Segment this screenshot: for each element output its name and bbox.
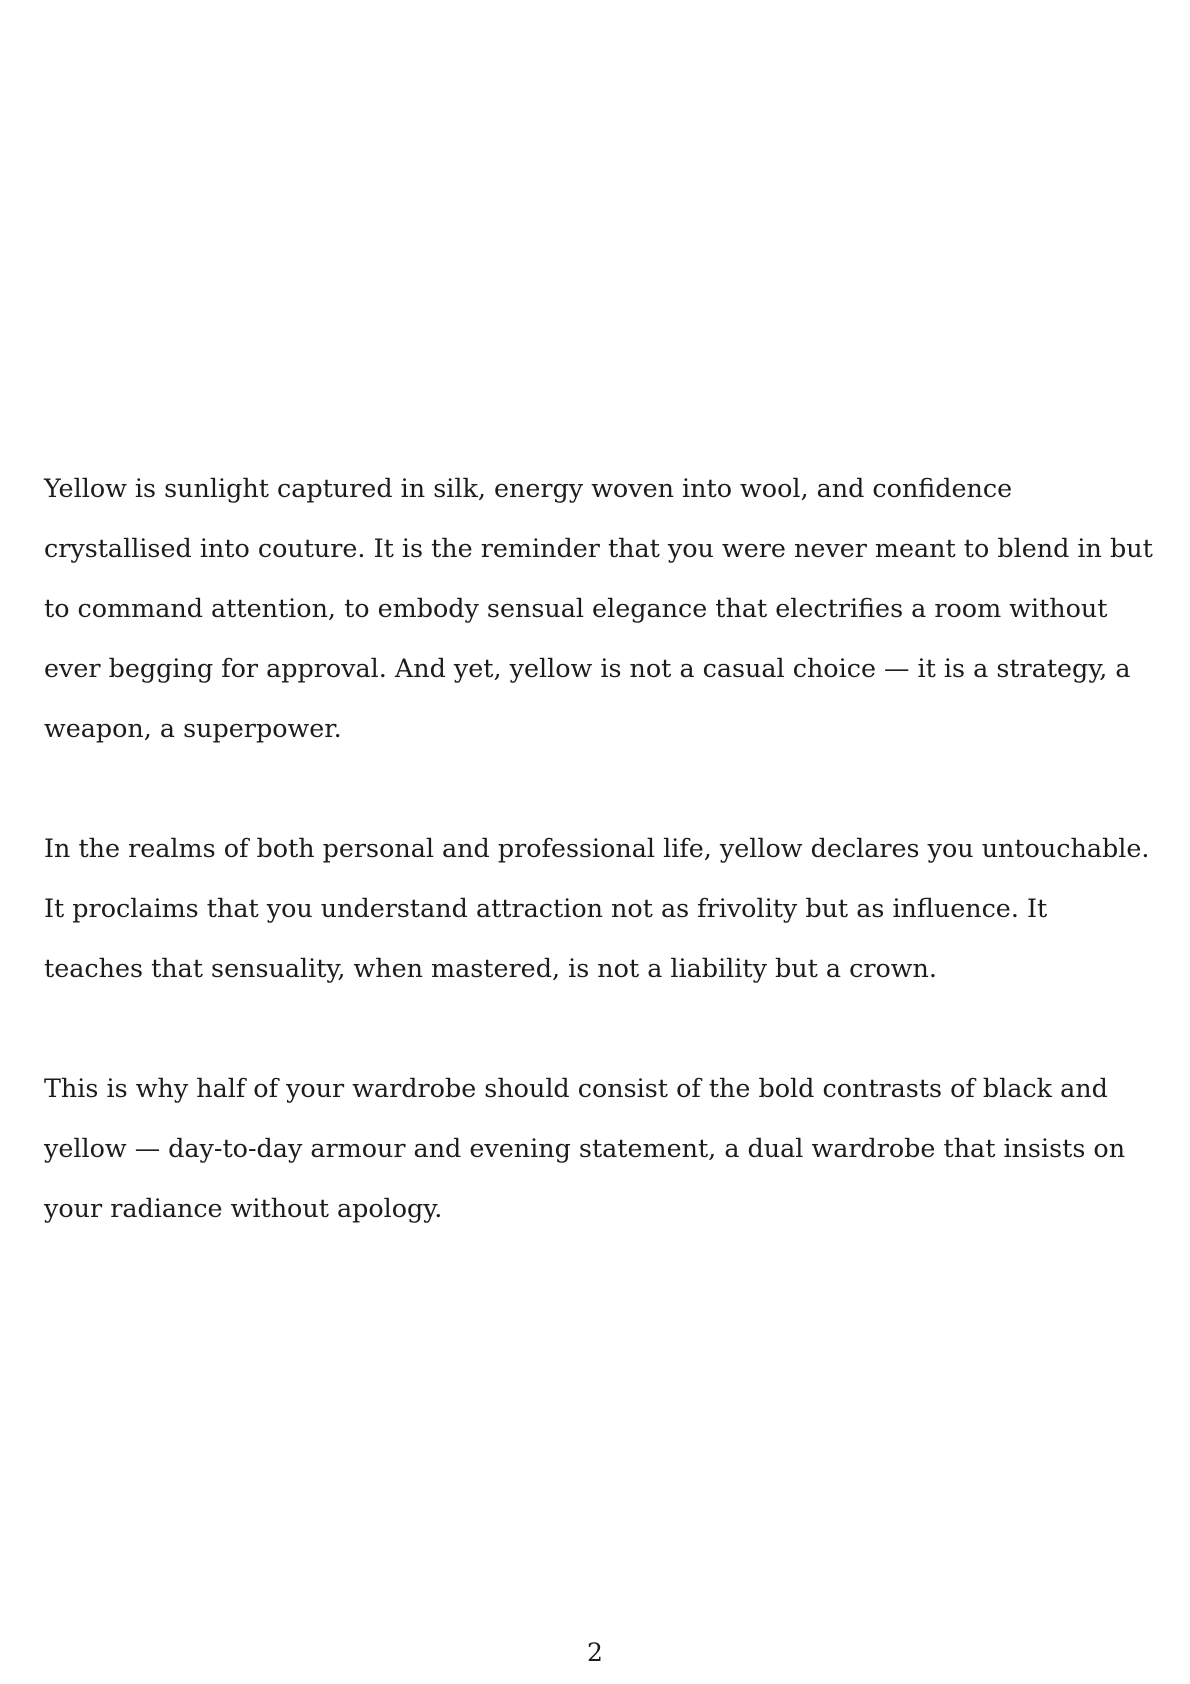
body-text bbox=[44, 458, 1154, 1298]
paragraph-2: In the realms of both personal and professional life, yellow declares you untouchable. It proclaims that you understand attraction not as frivolity but as influence. It teaches that sensuality, when mastered, is not a liability but a crown. bbox=[44, 833, 1150, 983]
paragraph-3: This is why half of your wardrobe should consist of the bold contrasts of black and yellow — day-to-day armour and evening statement, a dual wardrobe that insists on your radiance without apology. bbox=[44, 1073, 1126, 1223]
page-number: 2 bbox=[587, 1638, 603, 1667]
paragraph-1: Yellow is sunlight captured in silk, energy woven into wool, and confidence crystallised into couture. It is the reminder that you were never meant to blend in but to command attention, to embody sensual elegance that electrifies a room without ever begging for approval. And yet, yellow is not a casual choice — it is a strategy, a weapon, a superpower. bbox=[44, 473, 1153, 743]
